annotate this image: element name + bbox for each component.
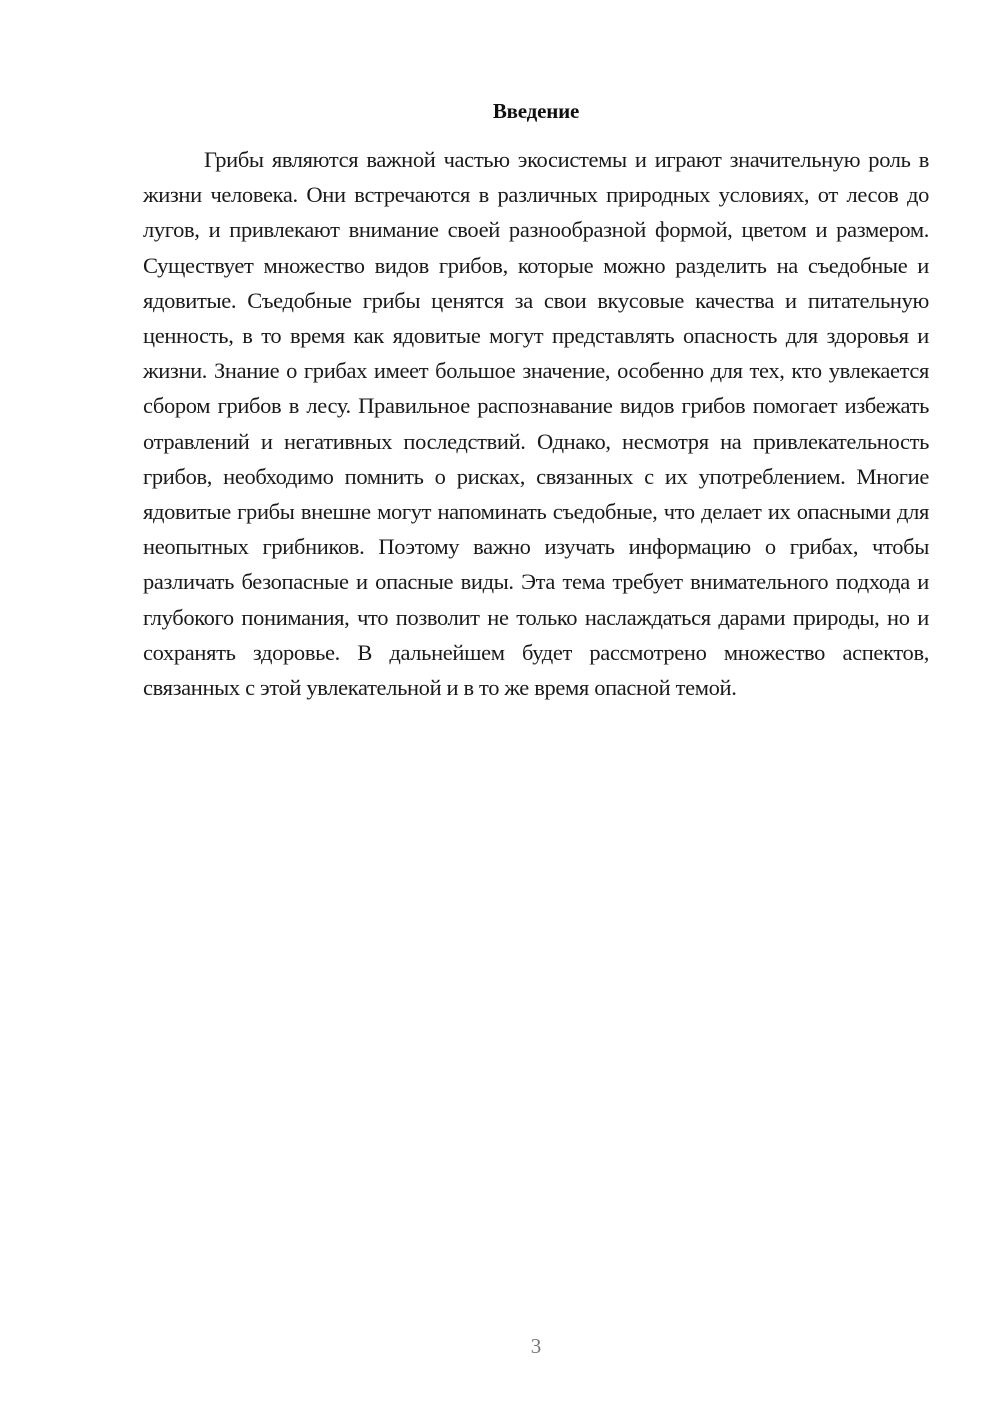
intro-paragraph: Грибы являются важной частью экосистемы и играют значительную роль в жизни человека. Они встречаются в различных природных условиях, от лесов до лугов, и привлекают внимание своей разнообразной формой, цветом и размером. Существует множество видов грибов, которые можно разделить на съедобные и ядовитые. Съедобные грибы ценятся за свои вкусовые качества и питательную ценность, в то время как ядовитые могут представлять опасность для здоровья и жизни. Знание о грибах имеет большое значение, особенно для тех, кто увлекается сбором грибов в лесу. Правильное распознавание видов грибов помогает избежать отравлений и негативных последствий. Однако, несмотря на привлекательность грибов, необходимо помнить о рисках, связанных с их употреблением. Многие ядовитые грибы внешне могут напоминать съедобные, что делает их опасными для неопытных грибников. Поэтому важно изучать информацию о грибах, чтобы различать безопасные и опасные виды. Эта тема требует внимательного подхода и глубокого понимания, что позволит не только наслаждаться дарами природы, но и сохранять здоровье. В дальнейшем будет рассмотрено множество аспектов, связанных с этой увлекательной и в то же время опасной темой. xyxy=(143,147,929,701)
section-heading: Введение xyxy=(492,99,580,123)
page-number: 3 xyxy=(530,1334,542,1358)
